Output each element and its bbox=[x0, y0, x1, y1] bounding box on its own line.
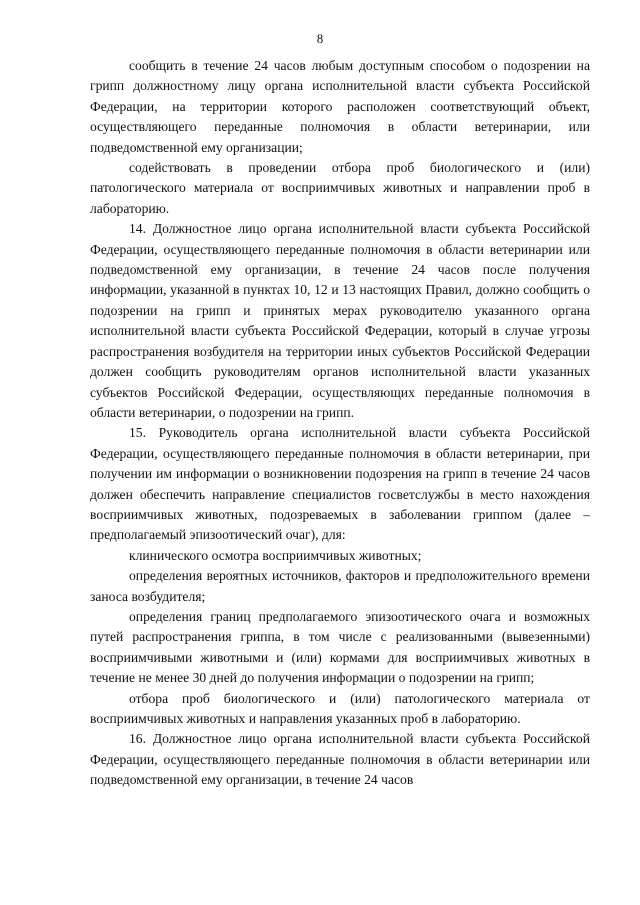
paragraph: отбора проб биологического и (или) патологического материала от восприимчивых животных и направления указанных проб в лабораторию. bbox=[90, 690, 590, 726]
paragraph: сообщить в течение 24 часов любым доступным способом о подозрении на грипп должностному лицу органа исполнительной власти субъекта Российской Федерации, на территории которого расположен соответствующий объект, осуществляющего переданные полномочия в области ветеринарии, или подведомственной ему организации; bbox=[90, 58, 590, 155]
paragraph: клинического осмотра восприимчивых животных; bbox=[129, 547, 422, 563]
page-number: 8 bbox=[316, 31, 324, 46]
document-body bbox=[90, 56, 590, 791]
paragraph-item-15: 15. Руководитель органа исполнительной власти субъекта Российской Федерации, осуществляющего переданные полномочия в области ветеринарии, при получении им информации о возникновении подозрения на грипп в течение 24 часов должен обеспечить направление специалистов госветслужбы в место нахождения восприимчивых животных, подозреваемых в заболевании гриппом (далее – предполагаемый эпизоотический очаг), для: bbox=[90, 425, 590, 543]
paragraph-item-14: 14. Должностное лицо органа исполнительной власти субъекта Российской Федерации, осуществляющего переданные полномочия в области ветеринарии или подведомственной ему организации, в течение 24 часов после получения информации, указанной в пунктах 10, 12 и 13 настоящих Правил, должно сообщить о подозрении на грипп и принятых мерах руководителю указанного органа исполнительной власти субъекта Российской Федерации, который в случае угрозы распространения возбудителя на территории иных субъектов Российской Федерации должен сообщить руководителям органов исполнительной власти указанных субъектов Российской Федерации, осуществляющих переданные полномочия в области ветеринарии, о подозрении на грипп. bbox=[90, 221, 590, 420]
paragraph: определения границ предполагаемого эпизоотического очага и возможных путей распространения гриппа, в том числе с реализованными (вывезенными) восприимчивыми животными и (или) кормами для восприимчивых животных в течение не менее 30 дней до получения информации о подозрении на грипп; bbox=[90, 608, 590, 686]
paragraph: содействовать в проведении отбора проб биологического и (или) патологического материала от восприимчивых животных и направлении проб в лабораторию. bbox=[90, 160, 590, 216]
paragraph-item-16: 16. Должностное лицо органа исполнительной власти субъекта Российской Федерации, осуществляющего переданные полномочия в области ветеринарии или подведомственной ему организации, в течение 24 часов bbox=[90, 731, 590, 788]
paragraph: определения вероятных источников, факторов и предположительного времени заноса возбудителя; bbox=[90, 568, 590, 604]
